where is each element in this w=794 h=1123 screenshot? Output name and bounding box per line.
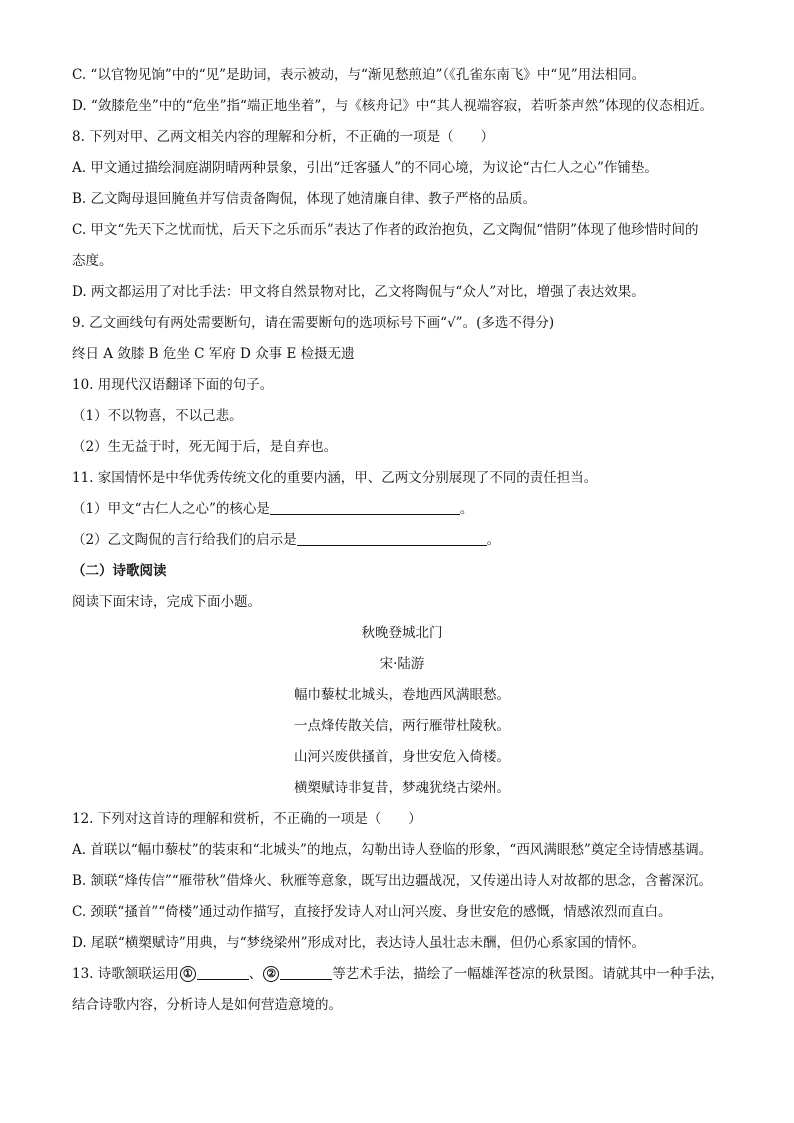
section-heading: （二）诗歌阅读 (72, 563, 167, 579)
reading-instruction: 阅读下面宋诗，完成下面小题。 (72, 594, 261, 610)
answer-blank[interactable] (280, 963, 332, 980)
question-12-option-d: D. 尾联“横槊赋诗”用典，与“梦绕梁州”形成对比，表达诗人虽壮志未酬，但仍心系家国的情怀。 (72, 935, 646, 951)
separator: 、 (248, 966, 263, 982)
poem-author: 宋·陆游 (379, 656, 425, 672)
exam-page (72, 60, 732, 1021)
option-d-line: D. “敛膝危坐”中的“危坐”指“端正地坐着”，与《核舟记》中“其人视端容寂，若听茶声然”体现的仪态相近。 (72, 98, 714, 114)
question-13-text-a: 13. 诗歌颔联运用 (72, 966, 179, 982)
circled-number-1: ① (180, 966, 196, 982)
poem-line-4: 横槊赋诗非复昔，梦魂犹绕古梁州。 (294, 780, 510, 796)
question-8-option-c: C. 甲文“先天下之忧而忧，后天下之乐而乐”表达了作者的政治抱负，乙文陶侃“惜阴”体现了他珍惜时间的 (72, 222, 699, 238)
answer-blank[interactable] (297, 529, 487, 546)
question-13-text-b: 等艺术手法，描绘了一幅雄浑苍凉的秋景图。请就其中一种手法， (332, 966, 724, 982)
question-10: 10. 用现代汉语翻译下面的句子。 (72, 377, 274, 393)
question-13-cont: 结合诗歌内容，分析诗人是如何营造意境的。 (72, 997, 342, 1013)
question-12-option-b: B. 颔联“烽传信”“雁带秋”借烽火、秋雁等意象，既写出边疆战况，又传递出诗人对故都的思念，含蓄深沉。 (72, 873, 713, 889)
question-9: 9. 乙文画线句有两处需要断句，请在需要断句的选项标号下画“√”。(多选不得分) (72, 315, 555, 331)
circled-number-2: ② (263, 966, 279, 982)
question-8-option-d: D. 两文都运用了对比手法：甲文将自然景物对比，乙文将陶侃与“众人”对比，增强了表达效果。 (72, 284, 645, 300)
question-10-item-1: （1）不以物喜，不以己悲。 (72, 408, 243, 424)
question-9-sentence: 终日 A 敛膝 B 危坐 C 军府 D 众事 E 检摄无遗 (72, 346, 355, 362)
question-8: 8. 下列对甲、乙两文相关内容的理解和分析，不正确的一项是（ ） (72, 129, 495, 145)
answer-blank[interactable] (197, 963, 249, 980)
answer-blank[interactable] (270, 498, 460, 515)
question-11: 11. 家国情怀是中华优秀传统文化的重要内涵，甲、乙两文分别展现了不同的责任担当。 (72, 470, 598, 486)
question-10-item-2: （2）生无益于时，死无闻于后，是自弃也。 (72, 439, 338, 455)
question-11-item-2 (72, 525, 732, 556)
poem-title: 秋晚登城北门 (361, 625, 443, 641)
option-c-line: C. “以官物见饷”中的“见”是助词，表示被动，与“渐见愁煎迫”（《孔雀东南飞》中“见”用法相同。 (72, 67, 646, 83)
question-12-option-a: A. 首联以“幅巾藜杖”的装束和“北城头”的地点，勾勒出诗人登临的形象，“西风满眼愁”奠定全诗情感基调。 (72, 842, 713, 858)
poem-line-1: 幅巾藜杖北城头，卷地西风满眼愁。 (294, 687, 510, 703)
question-8-option-b: B. 乙文陶母退回腌鱼并写信责备陶侃，体现了她清廉自律、教子严格的品质。 (72, 191, 537, 207)
poem-line-3: 山河兴废供搔首，身世安危入倚楼。 (294, 749, 510, 765)
question-11-item-1-text: （1）甲文“古仁人之心”的核心是 (72, 501, 270, 517)
period: 。 (459, 501, 474, 517)
question-8-option-c-cont: 态度。 (72, 253, 113, 269)
question-13 (72, 959, 732, 990)
question-11-item-2-text: （2）乙文陶侃的言行给我们的启示是 (72, 532, 297, 548)
period: 。 (486, 532, 501, 548)
question-12: 12. 下列对这首诗的理解和赏析，不正确的一项是（ ） (72, 811, 422, 827)
poem-line-2: 一点烽传散关信，两行雁带杜陵秋。 (294, 718, 510, 734)
question-8-option-a: A. 甲文通过描绘洞庭湖阴晴两种景象，引出“迁客骚人”的不同心境，为议论“古仁人之心”作铺垫。 (72, 160, 658, 176)
question-11-item-1 (72, 494, 732, 525)
question-12-option-c: C. 颈联“搔首”“倚楼”通过动作描写，直接抒发诗人对山河兴废、身世安危的感慨，情感浓烈而直白。 (72, 904, 672, 920)
